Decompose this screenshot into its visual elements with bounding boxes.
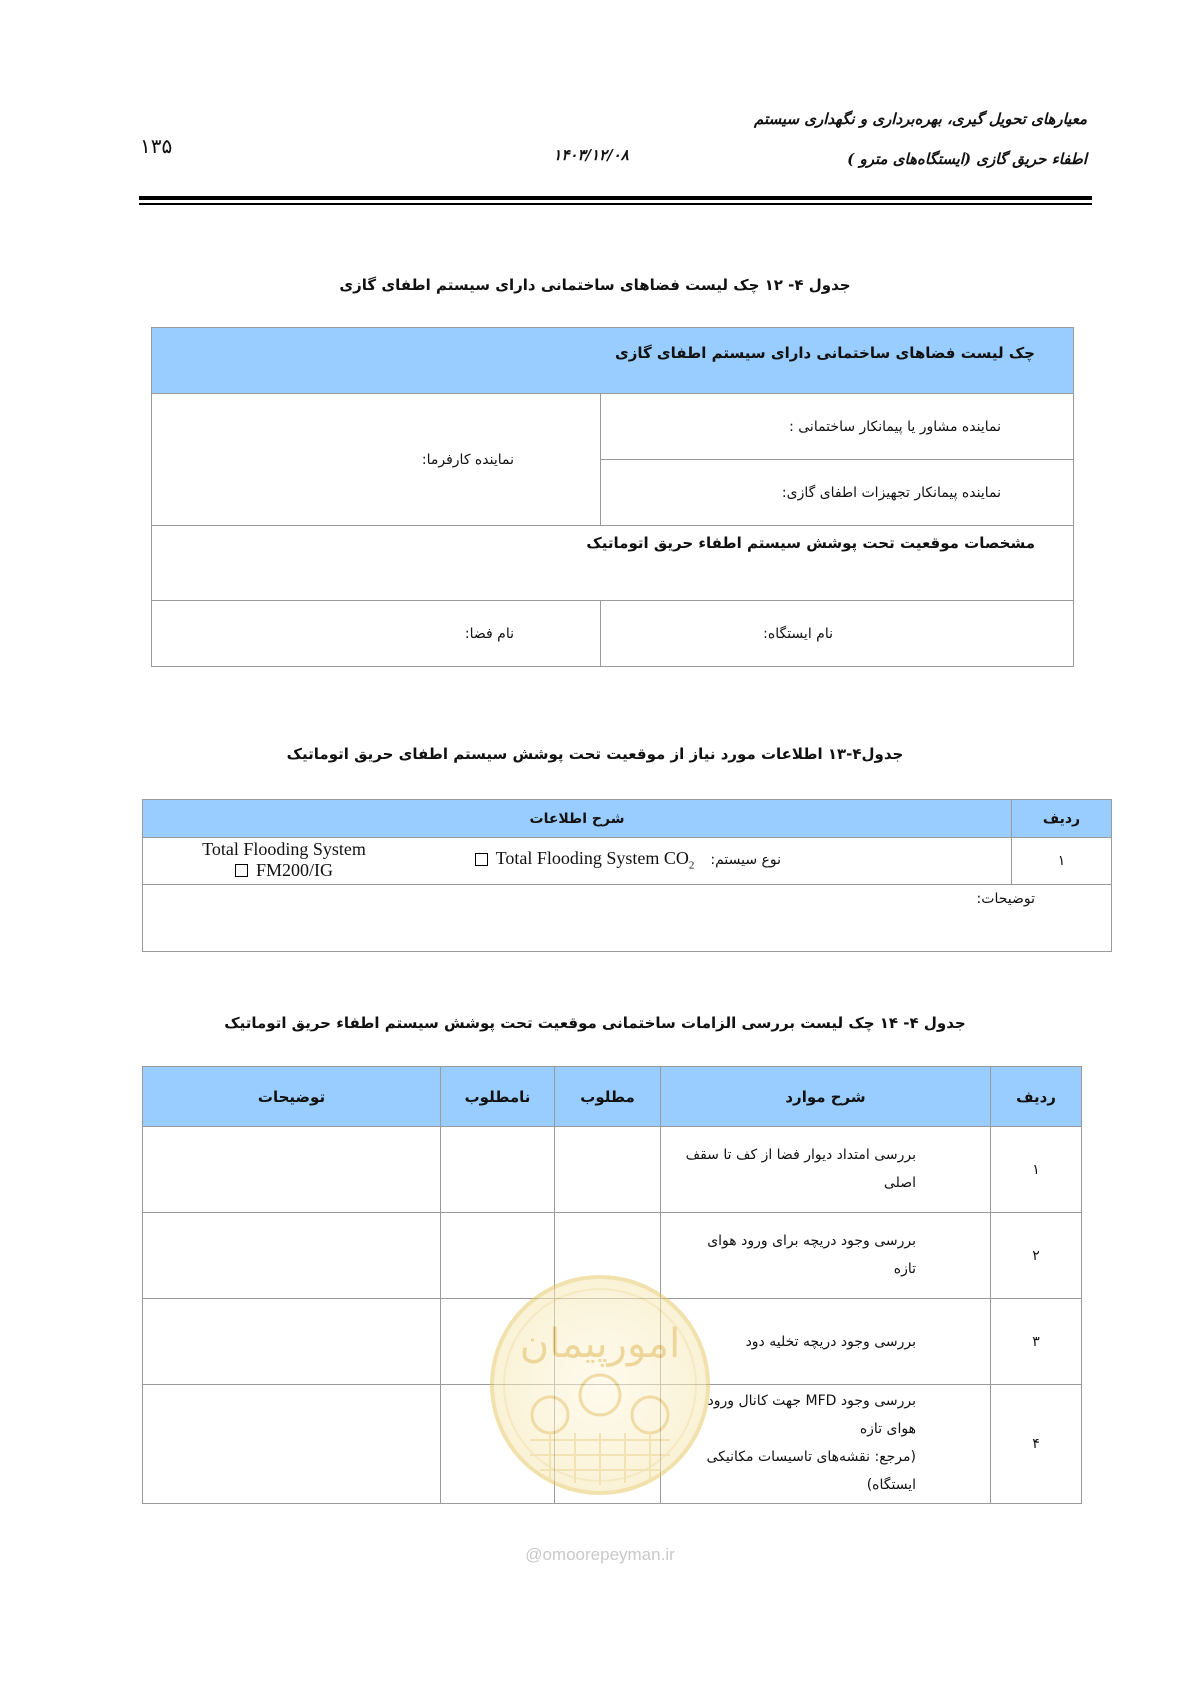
equipment-contractor-rep-label: نماینده پیمانکار تجهیزات اطفای گازی: bbox=[781, 484, 1001, 501]
table12-header bbox=[152, 328, 1074, 394]
row4-desc: بررسی وجود MFD جهت کانال ورود هوای تازه (مرجع: نقشه‌های تاسیسات مکانیکی ایستگاه) bbox=[661, 1385, 991, 1504]
row1-notok[interactable] bbox=[441, 1127, 555, 1213]
fm200-checkbox[interactable] bbox=[235, 864, 248, 877]
table14-row-header: ردیف bbox=[991, 1067, 1082, 1127]
row1-num: ۱ bbox=[991, 1127, 1082, 1213]
row1-desc: بررسی امتداد دیوار فضا از کف تا سقف اصلی bbox=[661, 1127, 991, 1213]
table14-ok-header: مطلوب bbox=[555, 1067, 661, 1127]
row2-notes bbox=[143, 1213, 441, 1299]
consultant-rep-cell bbox=[601, 394, 1074, 460]
row3-notes bbox=[143, 1299, 441, 1385]
row2-num: ۲ bbox=[991, 1213, 1082, 1299]
station-name-label: نام ایستگاه: bbox=[763, 625, 833, 642]
equipment-contractor-rep-cell bbox=[601, 460, 1074, 526]
consultant-rep-label: نماینده مشاور یا پیمانکار ساختمانی : bbox=[789, 418, 1001, 435]
header-date: ۱۴۰۳/۱۲/۰۸ bbox=[553, 146, 629, 164]
table13-row-header bbox=[1012, 800, 1112, 838]
row4-notes bbox=[143, 1385, 441, 1504]
location-specs-cell bbox=[152, 526, 1074, 601]
header-title-line2: اطفاء حریق گازی (ایستگاه‌های مترو ) bbox=[847, 150, 1087, 168]
header-rule-thin bbox=[139, 203, 1092, 205]
table13-row1-num-text: ۱ bbox=[1057, 853, 1066, 869]
system-type-label: نوع سیستم: bbox=[710, 851, 781, 868]
option-co2-label: Total Flooding System $CO_2$ bbox=[495, 848, 695, 872]
watermark-logo bbox=[480, 1265, 720, 1505]
table14-notok-header: نامطلوب bbox=[441, 1067, 555, 1127]
watermark-text: امورپیمان bbox=[519, 1321, 681, 1367]
watermark-url: @omoorepeyman.ir bbox=[525, 1545, 675, 1564]
table13-caption: جدول۴-۱۳ اطلاعات مورد نیاز از موقعیت تحت پوشش سیستم اطفای حریق اتوماتیک bbox=[286, 745, 904, 763]
system-type-cell bbox=[143, 838, 1012, 885]
row3-num: ۳ bbox=[991, 1299, 1082, 1385]
option-fm200-line2: FM200/IG bbox=[255, 860, 333, 880]
table13-notes-cell bbox=[143, 885, 1112, 952]
table12 bbox=[151, 327, 1074, 667]
table13-desc-header bbox=[143, 800, 1012, 838]
location-specs-label: مشخصات موقعیت تحت پوشش سیستم اطفاء حریق اتوماتیک bbox=[586, 534, 1035, 552]
station-name-cell bbox=[601, 601, 1074, 667]
table14-caption: جدول ۴- ۱۴ چک لیست بررسی الزامات ساختمانی موقعیت تحت پوشش سیستم اطفاء حریق اتوماتیک bbox=[224, 1014, 966, 1032]
table13-row-header-text: ردیف bbox=[1042, 810, 1081, 827]
row2-desc: بررسی وجود دریچه برای ورود هوای تازه bbox=[661, 1213, 991, 1299]
table12-header-text: چک لیست فضاهای ساختمانی دارای سیستم اطفای گازی bbox=[614, 344, 1035, 362]
co2-checkbox[interactable] bbox=[475, 853, 488, 866]
table13-notes-label: توضیحات: bbox=[976, 891, 1035, 907]
employer-rep-label: نماینده کارفرما: bbox=[421, 451, 514, 468]
table-row bbox=[143, 1127, 1082, 1213]
employer-rep-cell bbox=[152, 394, 601, 526]
table13-desc-header-text: شرح اطلاعات bbox=[529, 810, 625, 827]
option-fm200-line1: Total Flooding System bbox=[202, 839, 366, 859]
table13-row1-num bbox=[1012, 838, 1112, 885]
space-name-label: نام فضا: bbox=[464, 625, 514, 642]
header-title-line1: معیارهای تحویل گیری، بهره‌برداری و نگهداری سیستم bbox=[754, 110, 1087, 128]
header-rule-thick bbox=[139, 196, 1092, 200]
row3-desc: بررسی وجود دریچه تخلیه دود bbox=[661, 1299, 991, 1385]
row1-notes bbox=[143, 1127, 441, 1213]
table14-desc-header: شرح موارد bbox=[661, 1067, 991, 1127]
table12-caption: جدول ۴- ۱۲ چک لیست فضاهای ساختمانی دارای سیستم اطفای گازی bbox=[339, 276, 851, 294]
row4-num: ۴ bbox=[991, 1385, 1082, 1504]
row1-ok[interactable] bbox=[555, 1127, 661, 1213]
table14-notes-header: توضیحات bbox=[143, 1067, 441, 1127]
space-name-cell bbox=[152, 601, 601, 667]
page-number: ۱۳۵ bbox=[140, 134, 173, 158]
table13 bbox=[142, 799, 1112, 952]
